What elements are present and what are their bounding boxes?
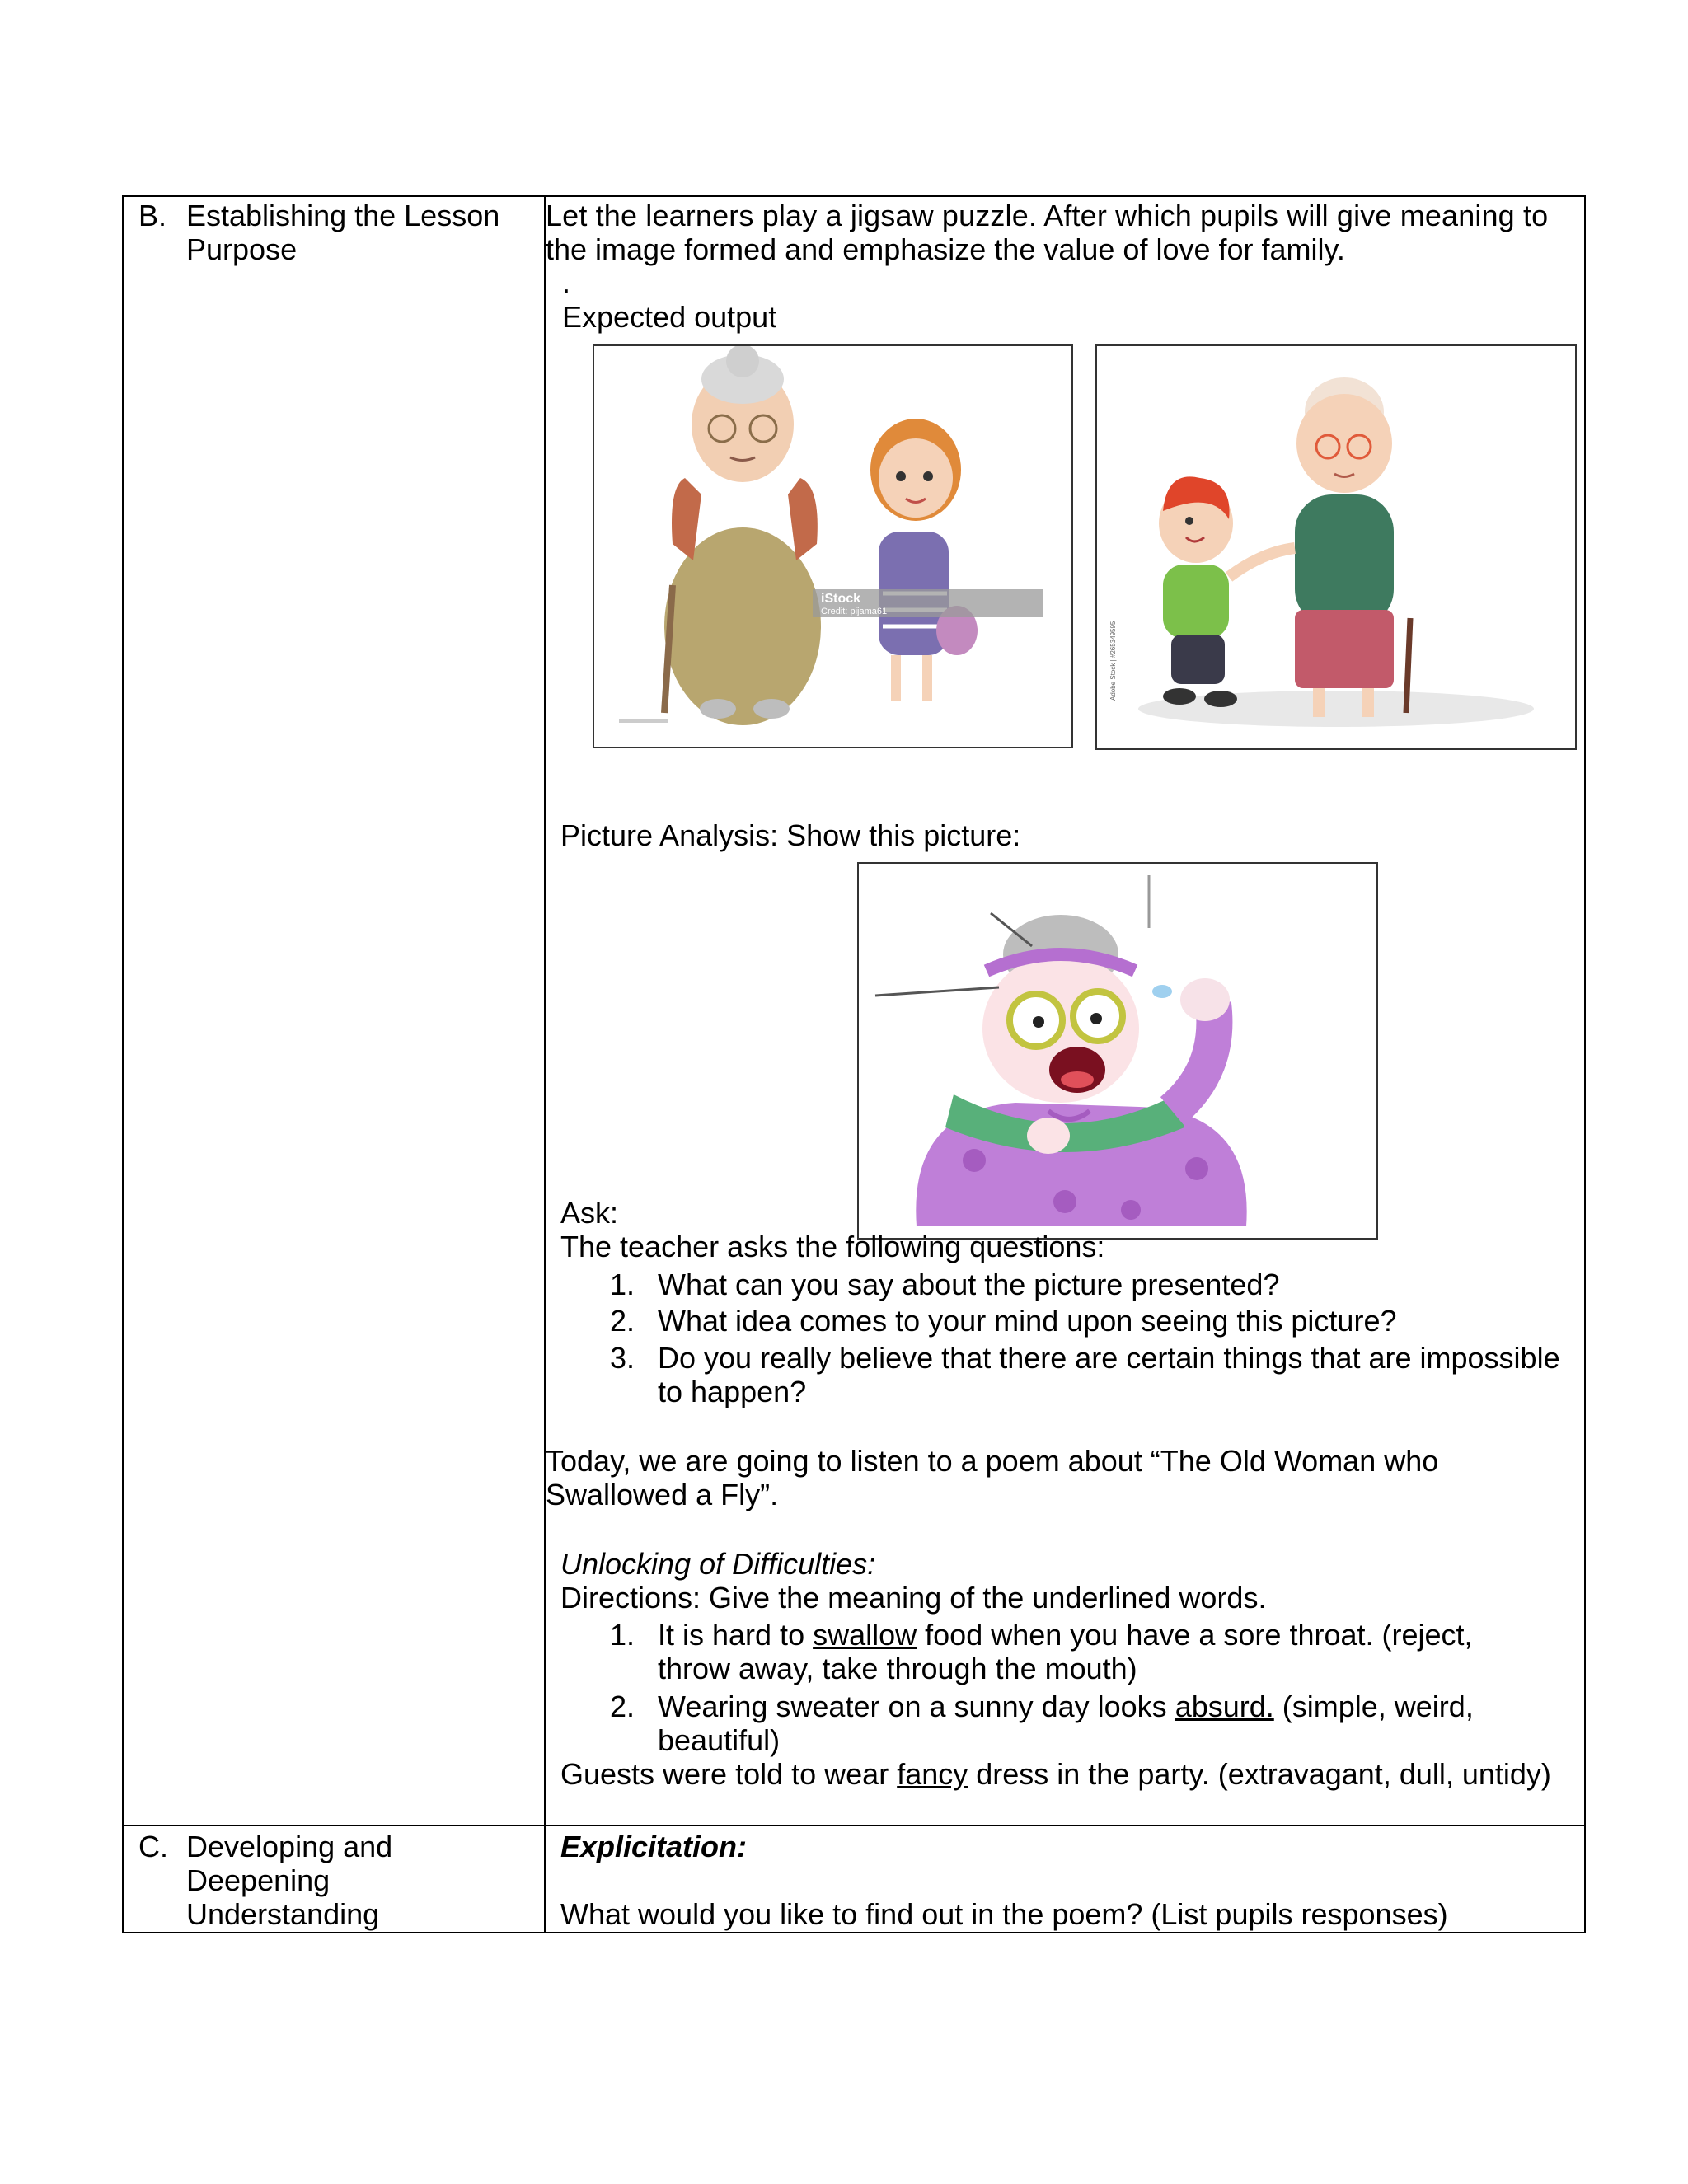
old-woman-fly-illustration bbox=[859, 864, 1376, 1238]
vocab-pre: It is hard to bbox=[658, 1618, 814, 1652]
istock-watermark: iStock bbox=[821, 592, 861, 606]
vocab-pre: Wearing sweater on a sunny day looks bbox=[658, 1690, 1175, 1723]
table-right-border bbox=[1584, 195, 1586, 1933]
grandmother-boy-illustration bbox=[1097, 346, 1575, 748]
table-left-border bbox=[122, 195, 124, 1933]
expected-output-label: Expected output bbox=[562, 300, 777, 334]
today-line2: Swallowed a Fly”. bbox=[546, 1478, 779, 1511]
section-c-title-line3: Understanding bbox=[186, 1897, 380, 1931]
vocab-word: absurd. bbox=[1175, 1690, 1274, 1723]
grandmother-and-girl-image bbox=[593, 344, 1073, 748]
table-top-border bbox=[122, 195, 1586, 197]
vocab-item-continued: throw away, take through the mouth) bbox=[658, 1652, 1137, 1685]
section-b-title-line1: Establishing the Lesson bbox=[186, 199, 500, 232]
old-woman-fly-image bbox=[857, 862, 1378, 1240]
dot: . bbox=[562, 265, 571, 299]
section-b-title-line2: Purpose bbox=[186, 232, 298, 266]
istock-credit: Credit: pijama61 bbox=[821, 607, 888, 616]
item-number: 2. bbox=[610, 1690, 635, 1723]
vocab-item bbox=[658, 1618, 1473, 1652]
vocab-post: (simple, weird, bbox=[1273, 1690, 1474, 1723]
vocab-item bbox=[658, 1690, 1474, 1723]
question-number: 3. bbox=[610, 1341, 635, 1375]
guests-post: dress in the party. (extravagant, dull, untidy) bbox=[968, 1757, 1551, 1791]
ask-label: Ask: bbox=[560, 1196, 619, 1230]
guests-pre: Guests were told to wear bbox=[560, 1757, 898, 1791]
grandmother-girl-illustration bbox=[594, 346, 1071, 747]
adobe-stock-watermark: Adobe Stock | #265349595 bbox=[1109, 621, 1117, 701]
guests-sentence bbox=[560, 1757, 1551, 1791]
question-text: Do you really believe that there are certain things that are impossible bbox=[658, 1341, 1560, 1375]
guests-word: fancy bbox=[897, 1757, 968, 1791]
section-c-title-line1: Developing and bbox=[186, 1830, 393, 1863]
question-text: What can you say about the picture presented? bbox=[658, 1268, 1280, 1301]
question-text: What idea comes to your mind upon seeing this picture? bbox=[658, 1304, 1397, 1338]
section-c-letter: C. bbox=[138, 1830, 168, 1863]
column-divider bbox=[544, 195, 546, 1933]
section-b-letter: B. bbox=[138, 199, 167, 232]
question-text-continued: to happen? bbox=[658, 1375, 807, 1408]
section-c-title-line2: Deepening bbox=[186, 1863, 331, 1897]
vocab-word: swallow bbox=[813, 1618, 917, 1652]
unlocking-heading: Unlocking of Difficulties: bbox=[560, 1547, 876, 1581]
picture-analysis-label: Picture Analysis: Show this picture: bbox=[560, 818, 1021, 852]
row-divider bbox=[122, 1825, 1586, 1826]
grandmother-and-boy-image bbox=[1095, 344, 1577, 750]
today-line1: Today, we are going to listen to a poem about “The Old Woman who bbox=[546, 1444, 1439, 1478]
intro-line1: Let the learners play a jigsaw puzzle. After which pupils will give meaning to bbox=[546, 199, 1549, 232]
item-number: 1. bbox=[610, 1618, 635, 1652]
explicitation-heading: Explicitation: bbox=[560, 1830, 748, 1863]
intro-line2: the image formed and emphasize the value of love for family. bbox=[546, 232, 1345, 266]
table-bottom-border bbox=[122, 1932, 1586, 1933]
explicitation-question: What would you like to find out in the poem? (List pupils responses) bbox=[560, 1897, 1448, 1931]
vocab-item-continued: beautiful) bbox=[658, 1723, 781, 1757]
question-number: 2. bbox=[610, 1304, 635, 1338]
question-number: 1. bbox=[610, 1268, 635, 1301]
vocab-post: food when you have a sore throat. (reject, bbox=[917, 1618, 1473, 1652]
directions: Directions: Give the meaning of the underlined words. bbox=[560, 1581, 1267, 1615]
teacher-asks: The teacher asks the following questions: bbox=[560, 1230, 1105, 1263]
